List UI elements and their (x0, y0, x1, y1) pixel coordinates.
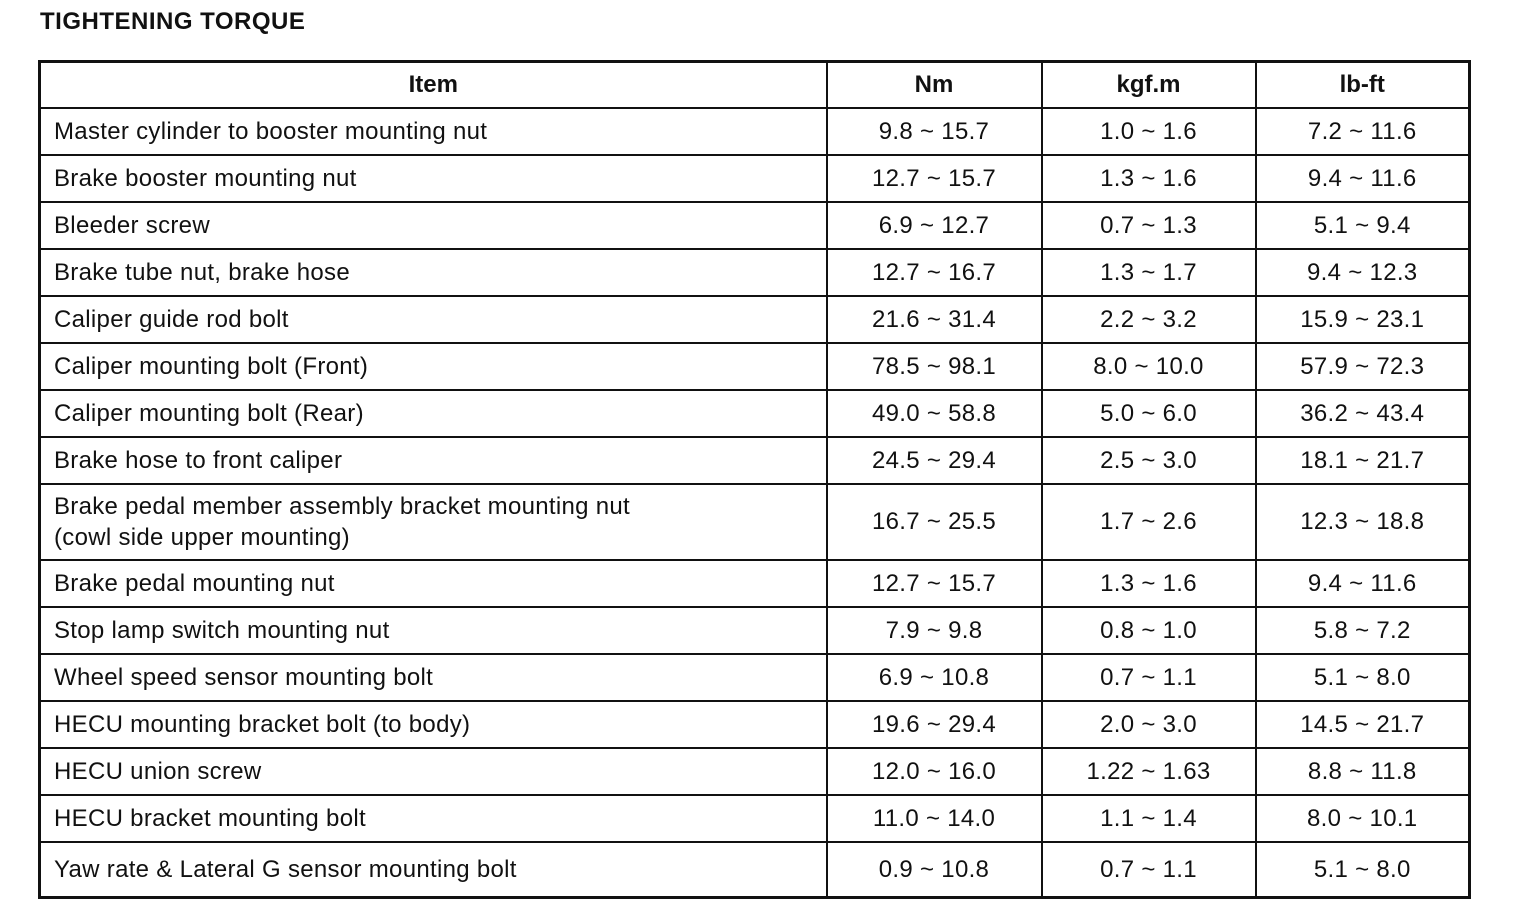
cell-lbft: 9.4 ~ 11.6 (1256, 560, 1470, 607)
cell-kgfm: 1.3 ~ 1.7 (1042, 249, 1256, 296)
page-title: TIGHTENING TORQUE (40, 8, 306, 35)
cell-nm: 12.7 ~ 16.7 (827, 249, 1042, 296)
cell-item (40, 296, 827, 343)
cell-kgfm: 8.0 ~ 10.0 (1042, 343, 1256, 390)
cell-kgfm: 0.7 ~ 1.1 (1042, 654, 1256, 701)
cell-kgfm: 1.3 ~ 1.6 (1042, 560, 1256, 607)
cell-item-line: Wheel speed sensor mounting bolt (54, 664, 434, 691)
cell-item-line: Brake tube nut, brake hose (54, 259, 350, 286)
cell-nm: 49.0 ~ 58.8 (827, 390, 1042, 437)
cell-item-line: (cowl side upper mounting) (54, 524, 350, 551)
cell-item-line: HECU mounting bracket bolt (to body) (54, 711, 471, 738)
cell-lbft: 36.2 ~ 43.4 (1256, 390, 1470, 437)
cell-item-line: Caliper mounting bolt (Front) (54, 353, 369, 380)
table-row (40, 108, 1470, 155)
cell-item-line: HECU bracket mounting bolt (54, 805, 366, 832)
cell-item-line: Bleeder screw (54, 212, 210, 239)
cell-lbft: 5.8 ~ 7.2 (1256, 607, 1470, 654)
cell-nm: 0.9 ~ 10.8 (827, 842, 1042, 898)
table-row (40, 155, 1470, 202)
table-row (40, 607, 1470, 654)
torque-table (38, 60, 1471, 899)
cell-item (40, 484, 827, 560)
cell-kgfm: 1.7 ~ 2.6 (1042, 484, 1256, 560)
table-row (40, 202, 1470, 249)
cell-item-line: Brake hose to front caliper (54, 447, 343, 474)
cell-lbft: 57.9 ~ 72.3 (1256, 343, 1470, 390)
cell-lbft: 12.3 ~ 18.8 (1256, 484, 1470, 560)
cell-lbft: 5.1 ~ 8.0 (1256, 842, 1470, 898)
table-header (40, 62, 1470, 109)
cell-kgfm: 2.2 ~ 3.2 (1042, 296, 1256, 343)
cell-kgfm: 0.8 ~ 1.0 (1042, 607, 1256, 654)
header-item: Item (40, 62, 827, 109)
cell-nm: 6.9 ~ 12.7 (827, 202, 1042, 249)
cell-kgfm: 0.7 ~ 1.3 (1042, 202, 1256, 249)
cell-item-line: Brake booster mounting nut (54, 165, 357, 192)
table-row (40, 654, 1470, 701)
cell-kgfm: 0.7 ~ 1.1 (1042, 842, 1256, 898)
cell-item (40, 202, 827, 249)
cell-lbft: 7.2 ~ 11.6 (1256, 108, 1470, 155)
cell-item-line: HECU union screw (54, 758, 262, 785)
cell-nm: 6.9 ~ 10.8 (827, 654, 1042, 701)
cell-kgfm: 5.0 ~ 6.0 (1042, 390, 1256, 437)
table-row (40, 795, 1470, 842)
table-row (40, 748, 1470, 795)
cell-item (40, 437, 827, 484)
cell-item-line: Brake pedal mounting nut (54, 570, 335, 597)
cell-nm: 19.6 ~ 29.4 (827, 701, 1042, 748)
cell-nm: 11.0 ~ 14.0 (827, 795, 1042, 842)
cell-lbft: 8.8 ~ 11.8 (1256, 748, 1470, 795)
cell-kgfm: 1.3 ~ 1.6 (1042, 155, 1256, 202)
cell-lbft: 15.9 ~ 23.1 (1256, 296, 1470, 343)
table-row (40, 296, 1470, 343)
cell-kgfm: 2.5 ~ 3.0 (1042, 437, 1256, 484)
cell-lbft: 9.4 ~ 11.6 (1256, 155, 1470, 202)
header-row (40, 62, 1470, 109)
cell-kgfm: 1.0 ~ 1.6 (1042, 108, 1256, 155)
cell-kgfm: 1.1 ~ 1.4 (1042, 795, 1256, 842)
table-row (40, 701, 1470, 748)
cell-nm: 9.8 ~ 15.7 (827, 108, 1042, 155)
cell-item-line: Stop lamp switch mounting nut (54, 617, 390, 644)
table-row (40, 390, 1470, 437)
cell-item (40, 842, 827, 898)
table-row (40, 484, 1470, 560)
cell-nm: 12.0 ~ 16.0 (827, 748, 1042, 795)
cell-lbft: 5.1 ~ 8.0 (1256, 654, 1470, 701)
cell-item-line: Master cylinder to booster mounting nut (54, 118, 488, 145)
cell-item (40, 607, 827, 654)
cell-lbft: 5.1 ~ 9.4 (1256, 202, 1470, 249)
cell-item (40, 155, 827, 202)
table-body (40, 108, 1470, 898)
cell-nm: 7.9 ~ 9.8 (827, 607, 1042, 654)
cell-lbft: 18.1 ~ 21.7 (1256, 437, 1470, 484)
cell-item-line: Caliper guide rod bolt (54, 306, 289, 333)
cell-item-line: Yaw rate & Lateral G sensor mounting bolt (54, 856, 517, 883)
cell-nm: 12.7 ~ 15.7 (827, 155, 1042, 202)
cell-item (40, 560, 827, 607)
cell-lbft: 9.4 ~ 12.3 (1256, 249, 1470, 296)
header-lbft: lb-ft (1256, 62, 1470, 109)
cell-item (40, 249, 827, 296)
cell-lbft: 8.0 ~ 10.1 (1256, 795, 1470, 842)
table-row (40, 437, 1470, 484)
cell-item (40, 343, 827, 390)
table-row (40, 249, 1470, 296)
cell-nm: 21.6 ~ 31.4 (827, 296, 1042, 343)
cell-item-line: Brake pedal member assembly bracket mounting nut (54, 493, 631, 520)
cell-nm: 78.5 ~ 98.1 (827, 343, 1042, 390)
cell-item (40, 795, 827, 842)
cell-item (40, 390, 827, 437)
cell-kgfm: 2.0 ~ 3.0 (1042, 701, 1256, 748)
cell-nm: 24.5 ~ 29.4 (827, 437, 1042, 484)
table-row (40, 842, 1470, 898)
table-row (40, 343, 1470, 390)
cell-kgfm: 1.22 ~ 1.63 (1042, 748, 1256, 795)
cell-item-line: Caliper mounting bolt (Rear) (54, 400, 364, 427)
header-nm: Nm (827, 62, 1042, 109)
cell-item (40, 748, 827, 795)
cell-item (40, 108, 827, 155)
cell-item (40, 654, 827, 701)
cell-nm: 16.7 ~ 25.5 (827, 484, 1042, 560)
cell-lbft: 14.5 ~ 21.7 (1256, 701, 1470, 748)
cell-nm: 12.7 ~ 15.7 (827, 560, 1042, 607)
cell-item (40, 701, 827, 748)
table-row (40, 560, 1470, 607)
header-kgfm: kgf.m (1042, 62, 1256, 109)
